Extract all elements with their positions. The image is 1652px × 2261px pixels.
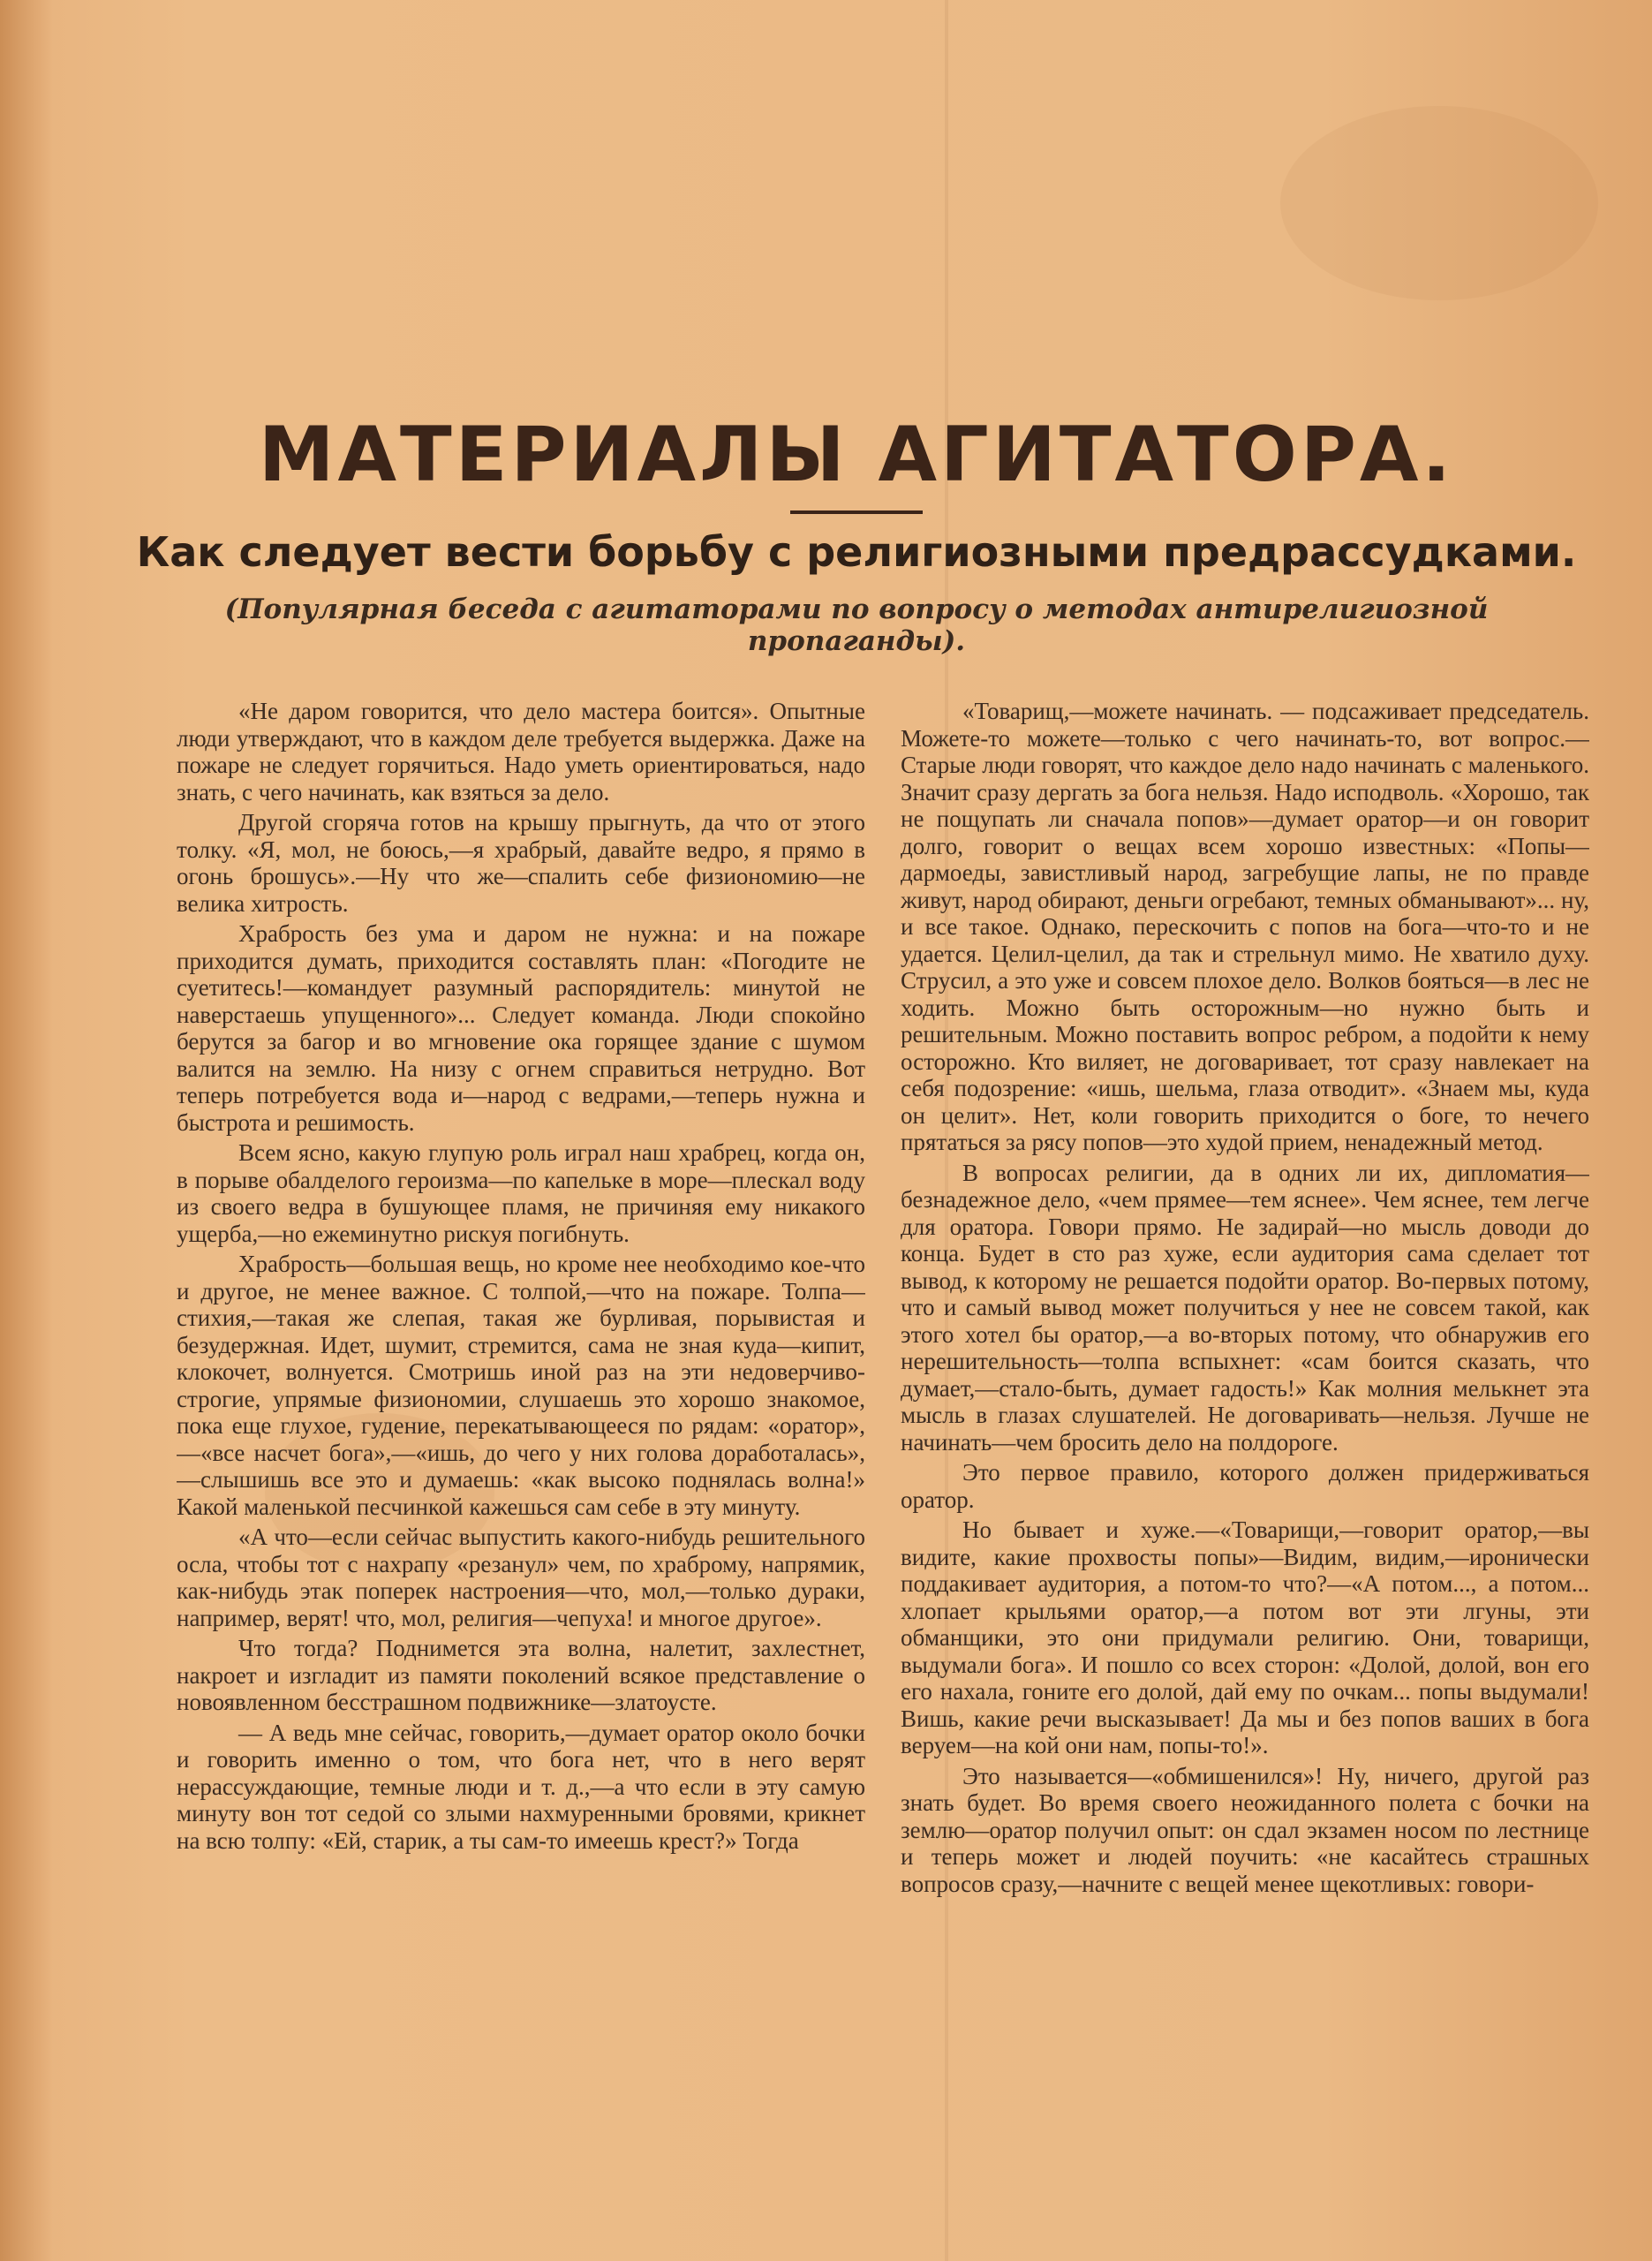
paragraph: Это называется—«обмишенился»! Ну, ничего, другой раз знать будет. Во время своего неожиданного полета с бочки на землю—оратор получил опыт: он сдал экзамен носом по лестнице и теперь может и людей поучить: «не касайтесь страшных вопросов сразу,—начните с вещей менее щекотливых: говори- [901, 1762, 1589, 1897]
right-column [901, 698, 1589, 2252]
article-header [124, 411, 1589, 657]
paragraph: Но бывает и хуже.—«Товарищи,—говорит оратор,—вы видите, какие прохвосты попы»—Видим, видим,—иронически поддакивает аудитория, а потом-то что?—«А потом..., а потом... хлопает крыльями оратор,—а потом вот эти лгуны, эти обманщики, это они придумали религию. Они, товарищи, выдумали бога». И пошло со всех сторон: «Долой, долой, вон его его нахала, гоните его долой, дай ему по очкам... попы выдумали! Вишь, какие речи высказывает! Да мы и без попов ваших в бога веруем—на кой они нам, попы-то!». [901, 1516, 1589, 1758]
paragraph: Другой сгоряча готов на крышу прыгнуть, да что от этого толку. «Я, мол, не боюсь,—я храбрый, давайте ведро, я прямо в огонь брошусь».—Ну что же—спалить себе физиономию—не велика хитрость. [177, 809, 865, 917]
paragraph: Храбрость—большая вещь, но кроме нее необходимо кое-что и другое, не менее важное. С толпой,—что на пожаре. Толпа—стихия,—такая же слепая, такая же бурливая, порывистая и безудержная. Идет, шумит, стремится, сама не зная куда—кипит, клокочет, волнуется. Смотришь иной раз на эти недоверчиво-строгие, упрямые физиономии, слушаешь это хорошо знакомое, пока еще глухое, гудение, перекатывающееся по рядам: «оратор»,—«все насчет бога»,—«ишь, до чего у них голова доработалась»,—слышишь все это и думаешь: «как высоко поднялась волна!» Какой маленькой песчинкой кажешься сам себе в эту минуту. [177, 1251, 865, 1520]
paragraph: В вопросах религии, да в одних ли их, дипломатия—безнадежное дело, «чем прямее—тем яснее». Чем яснее, тем легче для оратора. Говори прямо. Не задирай—но мысль доводи до конца. Будет в сто раз хуже, если аудитория сама сделает тот вывод, к которому не решается подойти оратор. Во-первых потому, что и самый вывод может получиться у нее не совсем такой, как этого хотел бы оратор,—а во-вторых потому, что обнаружив его нерешительность—толпа вспыхнет: «сам боится сказать, что думает,—стало-быть, думает гадость!» Как молния мелькнет эта мысль в глазах слушателей. Не договаривать—нельзя. Лучше не начинать—чем бросить дело на полдороге. [901, 1159, 1589, 1456]
article-body [177, 698, 1589, 2252]
paragraph: «Товарищ,—можете начинать. — подсаживает председатель. Можете-то можете—только с чего начинать-то, вот вопрос.—Старые люди говорят, что каждое дело надо начинать с маленького. Значит сразу дергать за бога нельзя. Надо исподволь. «Хорошо, так не пощупать ли сначала попов»—думает оратор—и он говорит долго, говорит о вещах всем хорошо известных: «Попы—дармоеды, завистливый народ, загребущие лапы, не по правде живут, народ обирают, деньги огребают, темных обманывают»... ну, и все такое. Однако, перескочить с попов на бога—что-то и не удается. Целил-целил, да так и стрельнул мимо. Не хватило духу. Струсил, а это уже и совсем плохое дело. Волков бояться—в лес не ходить. Можно быть осторожным—но нужно быть и решительным. Можно поставить вопрос ребром, а подойти к нему осторожно. Кто виляет, не договаривает, тот сразу навлекает на себя подозрение: «ишь, шельма, глаза отводит». «Знаем мы, куда он целит». Нет, коли говорить приходится о боге, то нечего прятаться за рясу попов—это худой прием, ненадежный метод. [901, 698, 1589, 1155]
paragraph: «А что—если сейчас выпустить какого-нибудь решительного осла, чтобы тот с нахрапу «резанул» чем, по храброму, напрямик, как-нибудь этак поперек настроения—что, мол,—только дураки, например, верят! что, мол, религия—чепуха! и многое другое». [177, 1524, 865, 1631]
paragraph: «Не даром говорится, что дело мастера боится». Опытные люди утверждают, что в каждом деле требуется выдержка. Даже на пожаре не следует горячиться. Надо уметь ориентироваться, надо знать, с чего начинать, как взяться за дело. [177, 698, 865, 805]
article-subnote: (Популярная беседа с агитаторами по вопросу о методах антирелигиозной пропаганды). [224, 593, 1489, 657]
paragraph: Что тогда? Поднимется эта волна, налетит, захлестнет, накроет и изгладит из памяти поколений всякое представление о новоявленном бесстрашном подвижнике—златоусте. [177, 1635, 865, 1715]
paragraph: Это первое правило, которого должен придерживаться оратор. [901, 1459, 1589, 1513]
paragraph: Храбрость без ума и даром не нужна: и на пожаре приходится думать, приходится составлять план: «Погодите не суетитесь!—командует разумный распорядитель: минутой не наверстаешь упущенного»... Следует команда. Люди спокойно берутся за багор и во мгновение ока горящее здание с шумом валится на землю. На низу с огнем справиться нетрудно. Вот теперь потребуется вода и—народ с ведрами,—теперь нужна и быстрота и решимость. [177, 920, 865, 1136]
page-spine-shadow [0, 0, 53, 2261]
article-subtitle: Как следует вести борьбу с религиозными предрассудками. [136, 528, 1577, 577]
title-rule [790, 510, 923, 514]
blank-top-margin [53, 0, 1652, 415]
left-column [177, 698, 865, 2252]
paragraph: — А ведь мне сейчас, говорить,—думает оратор около бочки и говорить именно о том, что бога нет, что в него верят нерассуждающие, темные люди и т. д.,—а что если в эту самую минуту вон тот седой со злыми нахмуренными бровями, крикнет на всю толпу: «Ей, старик, а ты сам-то имеешь крест?» Тогда [177, 1719, 865, 1854]
paragraph: Всем ясно, какую глупую роль играл наш храбрец, когда он, в порыве обалделого героизма—по капельке в море—плескал воду из своего ведра в бушующее пламя, не причиняя ему никакого ущерба,—но ежеминутно рискуя погибнуть. [177, 1139, 865, 1247]
masthead-title: МАТЕРИАЛЫ АГИТАТОРА. [258, 411, 1455, 499]
